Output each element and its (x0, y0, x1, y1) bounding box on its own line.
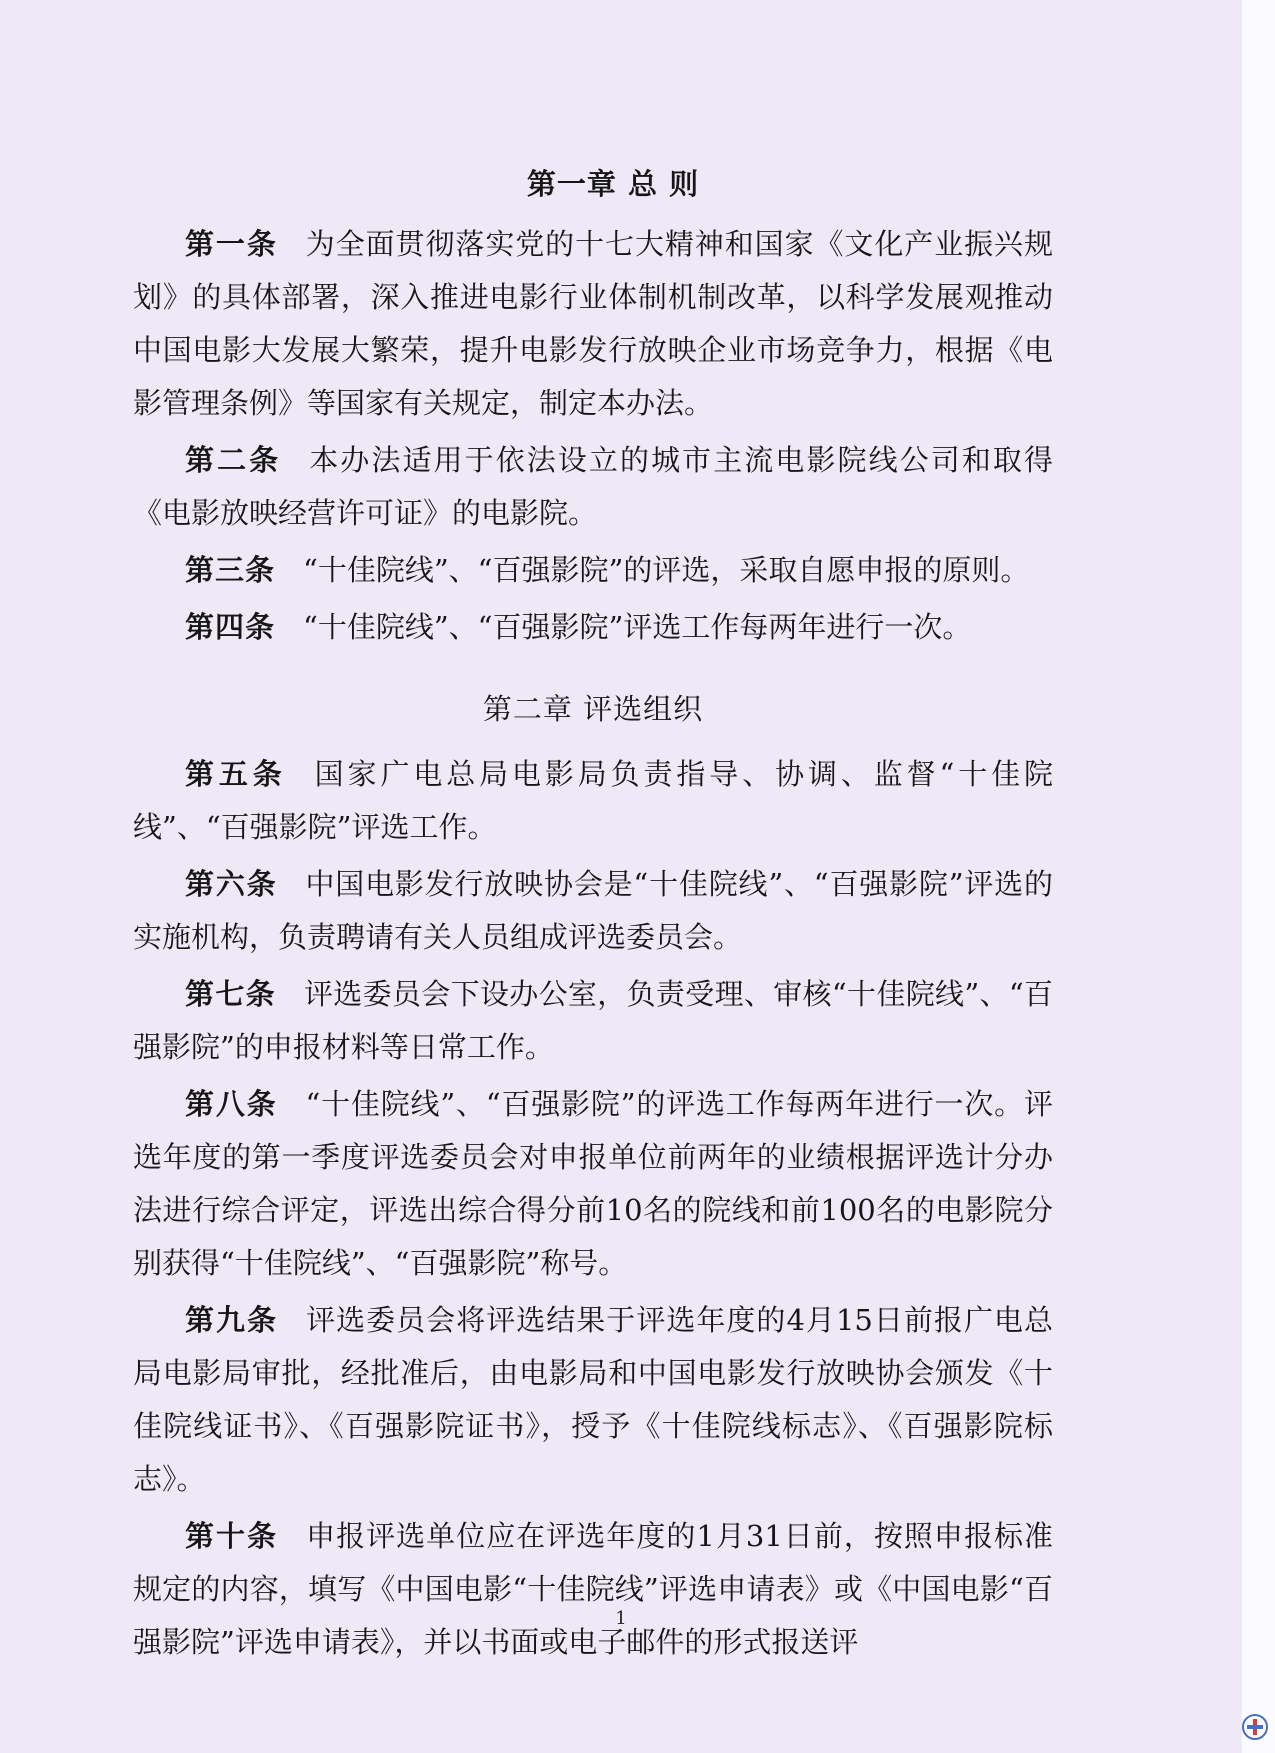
article-text: 为全面贯彻落实党的十七大精神和国家《文化产业振兴规划》的具体部署，深入推进电影行业体制机制改革，以科学发展观推动中国电影大发展大繁荣，提升电影发行放映企业市场竞争力，根据《电影管理条例》等国家有关规定，制定本办法。 (133, 227, 1053, 420)
chapter-2-title: 第二章 评选组织 (482, 692, 704, 726)
article-number: 第八条 (185, 1087, 278, 1121)
article-number: 第五条 (185, 757, 287, 791)
chapter-2-articles (133, 748, 1053, 1669)
article-text: 评选委员会将评选结果于评选年度的4月15日前报广电总局电影局审批，经批准后，由电影局和中国电影发行放映协会颁发《十佳院线证书》、《百强影院证书》，授予《十佳院线标志》、《百强影院标志》。 (133, 1303, 1053, 1496)
page-number: 1 (615, 1608, 627, 1629)
article-text: “十佳院线”、“百强影院”的评选，采取自愿申报的原则。 (303, 553, 1030, 587)
article-paragraph (133, 748, 1053, 854)
article-text: 申报评选单位应在评选年度的1月31日前，按照申报标准规定的内容，填写《中国电影“十佳院线”评选申请表》或《中国电影“百强影院”评选申请表》，并以书面或电子邮件的形式报送评 (133, 1519, 1053, 1659)
article-number: 第一条 (185, 227, 278, 261)
article-paragraph (133, 1294, 1053, 1506)
article-text: 评选委员会下设办公室，负责受理、审核“十佳院线”、“百强影院”的申报材料等日常工作。 (133, 977, 1053, 1064)
scan-margin (1242, 0, 1275, 1753)
article-number: 第二条 (185, 443, 282, 477)
chapter-1-title: 第一章 总 则 (526, 167, 700, 201)
article-text: “十佳院线”、“百强影院”评选工作每两年进行一次。 (303, 610, 972, 644)
article-number: 第七条 (185, 977, 276, 1011)
article-paragraph (133, 1078, 1053, 1290)
article-paragraph (133, 218, 1053, 430)
article-text: “十佳院线”、“百强影院”的评选工作每两年进行一次。评选年度的第一季度评选委员会对申报单位前两年的业绩根据评选计分办法进行综合评定，评选出综合得分前10名的院线和前100名的电影院分别获得“十佳院线”、“百强影院”称号。 (133, 1087, 1053, 1280)
article-paragraph (133, 1510, 1053, 1669)
article-number: 第十条 (185, 1519, 279, 1553)
article-number: 第四条 (185, 610, 276, 644)
article-paragraph (133, 858, 1053, 964)
article-number: 第九条 (185, 1303, 279, 1337)
article-number: 第三条 (185, 553, 276, 587)
document-body (133, 150, 1053, 1673)
chapter-1-articles (133, 218, 1053, 654)
article-paragraph (133, 601, 1053, 654)
article-text: 本办法适用于依法设立的城市主流电影院线公司和取得《电影放映经营许可证》的电影院。 (133, 443, 1053, 530)
article-text: 中国电影发行放映协会是“十佳院线”、“百强影院”评选的实施机构，负责聘请有关人员组成评选委员会。 (133, 867, 1053, 954)
scanner-logo-icon (1240, 1712, 1270, 1742)
article-text: 国家广电总局电影局负责指导、协调、监督“十佳院线”、“百强影院”评选工作。 (133, 757, 1053, 844)
article-number: 第六条 (185, 867, 278, 901)
article-paragraph (133, 434, 1053, 540)
article-paragraph (133, 544, 1053, 597)
article-paragraph (133, 968, 1053, 1074)
